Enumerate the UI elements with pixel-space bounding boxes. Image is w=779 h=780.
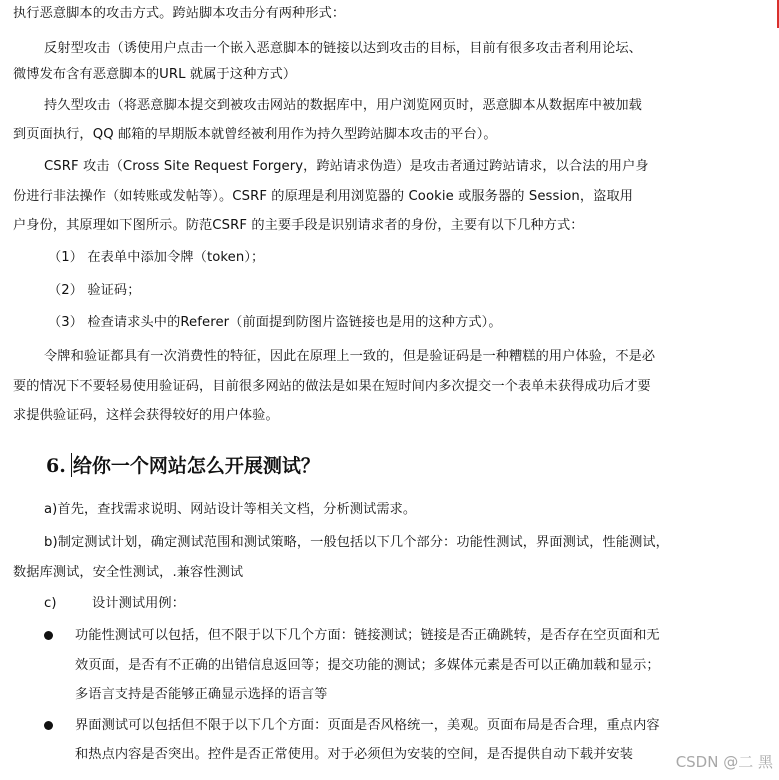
text-line: 户身份，其原理如下图所示。防范CSRF 的主要手段是识别请求者的身份，主要有以下几种方式： — [13, 218, 584, 233]
bullet-icon — [44, 721, 53, 730]
step-b: b)制定测试计划，确定测试范围和测试策略，一般包括以下几个部分：功能性测试，界面测试，性能测试， — [44, 535, 669, 550]
text-line: 执行恶意脚本的攻击方式。跨站脚本攻击分有两种形式： — [13, 6, 346, 21]
text-line: CSRF 攻击（Cross Site Request Forgery，跨站请求伪造）是攻击者通过跨站请求，以合法的用户身 — [44, 159, 649, 174]
bullet-text: 界面测试可以包括但不限于以下几个方面：页面是否风格统一，美观。页面布局是否合理，重点内容 — [75, 718, 660, 733]
watermark: CSDN @二 黑 — [675, 753, 773, 771]
text-line: 持久型攻击（将恶意脚本提交到被攻击网站的数据库中，用户浏览网页时，恶意脚本从数据库中被加载 — [44, 98, 642, 113]
step-a: a)首先，查找需求说明、网站设计等相关文档，分析测试需求。 — [44, 502, 417, 517]
step-c-text: 设计测试用例： — [92, 596, 186, 611]
step-b-continued: 数据库测试，安全性测试，.兼容性测试 — [13, 565, 244, 580]
text-cursor — [71, 453, 72, 477]
text-line: 要的情况下不要轻易使用验证码，目前很多网站的做法是如果在短时间内多次提交一个表单未获得成功后才要 — [13, 379, 651, 394]
text-line: 反射型攻击（诱使用户点击一个嵌入恶意脚本的链接以达到攻击的目标，目前有很多攻击者利用论坛、 — [44, 41, 642, 56]
step-c-label: c) — [44, 596, 57, 611]
list-item: （3） 检查请求头中的Referer（前面提到防图片盗链接也是用的这种方式）。 — [48, 315, 502, 330]
bullet-icon — [44, 631, 53, 640]
heading-number: 6. — [46, 455, 66, 477]
section-heading — [46, 453, 320, 479]
text-line: 求提供验证码，这样会获得较好的用户体验。 — [13, 408, 279, 423]
text-line: 令牌和验证都具有一次消费性的特征，因此在原理上一致的，但是验证码是一种糟糕的用户体验，不是必 — [44, 349, 656, 364]
list-item: （2） 验证码； — [48, 283, 141, 298]
list-item: （1） 在表单中添加令牌（token）； — [48, 250, 265, 265]
heading-title: 给你一个网站怎么开展测试？ — [72, 455, 320, 477]
text-line: 份进行非法操作（如转账或发帖等）。CSRF 的原理是利用浏览器的 Cookie 或服务器的 Session，盗取用 — [13, 189, 634, 204]
bullet-text: 效页面，是否有不正确的出错信息返回等；提交功能的测试；多媒体元素是否可以正确加载和显示； — [75, 658, 660, 673]
bullet-text: 功能性测试可以包括，但不限于以下几个方面：链接测试；链接是否正确跳转，是否存在空页面和无 — [75, 628, 660, 643]
bullet-text: 和热点内容是否突出。控件是否正常使用。对于必须但为安装的空间，是否提供自动下载并安装 — [75, 747, 634, 762]
bullet-text: 多语言支持是否能够正确显示选择的语言等 — [75, 687, 328, 702]
text-line: 微博发布含有恶意脚本的URL 就属于这种方式） — [13, 67, 297, 82]
text-line: 到页面执行，QQ 邮箱的早期版本就曾经被利用作为持久型跨站脚本攻击的平台）。 — [13, 127, 497, 142]
